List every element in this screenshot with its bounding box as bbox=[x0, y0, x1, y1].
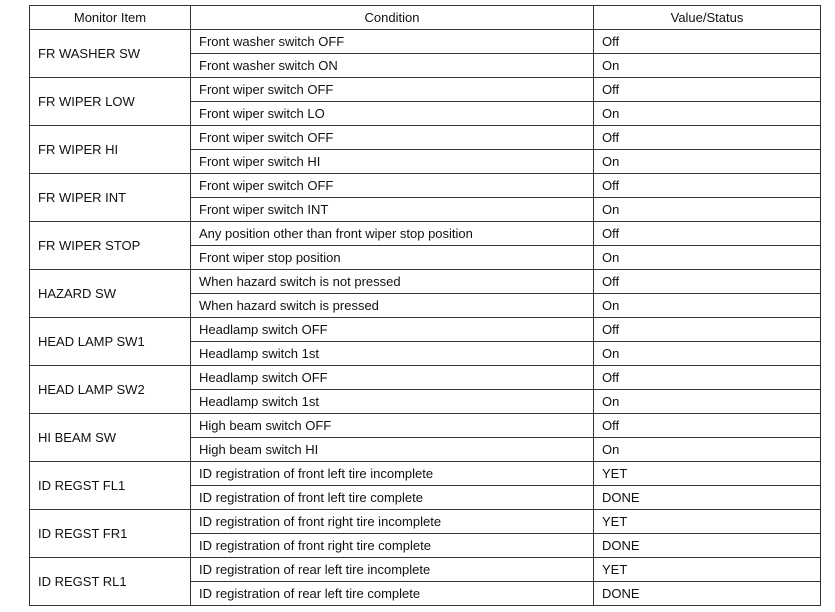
value-status-cell: Off bbox=[594, 414, 821, 438]
monitor-item-cell: HI BEAM SW bbox=[30, 414, 191, 462]
table-header-row bbox=[30, 6, 821, 30]
condition-cell: ID registration of rear left tire complete bbox=[191, 582, 594, 606]
value-status-cell: On bbox=[594, 198, 821, 222]
value-status-cell: YET bbox=[594, 510, 821, 534]
table-row bbox=[30, 462, 821, 486]
condition-cell: Front wiper switch LO bbox=[191, 102, 594, 126]
condition-cell: When hazard switch is not pressed bbox=[191, 270, 594, 294]
condition-cell: Headlamp switch OFF bbox=[191, 318, 594, 342]
condition-cell: Headlamp switch 1st bbox=[191, 342, 594, 366]
table-row bbox=[30, 318, 821, 342]
table-row bbox=[30, 126, 821, 150]
condition-cell: Headlamp switch 1st bbox=[191, 390, 594, 414]
monitor-item-cell: HEAD LAMP SW2 bbox=[30, 366, 191, 414]
monitor-item-cell: FR WIPER INT bbox=[30, 174, 191, 222]
value-status-cell: Off bbox=[594, 270, 821, 294]
condition-cell: When hazard switch is pressed bbox=[191, 294, 594, 318]
monitor-item-table bbox=[29, 5, 821, 606]
monitor-item-cell: FR WASHER SW bbox=[30, 30, 191, 78]
value-status-cell: On bbox=[594, 438, 821, 462]
header-monitor-item: Monitor Item bbox=[30, 6, 191, 30]
table-row bbox=[30, 30, 821, 54]
monitor-item-cell: FR WIPER STOP bbox=[30, 222, 191, 270]
condition-cell: Front wiper stop position bbox=[191, 246, 594, 270]
value-status-cell: On bbox=[594, 150, 821, 174]
condition-cell: Front wiper switch OFF bbox=[191, 174, 594, 198]
monitor-item-cell: ID REGST RL1 bbox=[30, 558, 191, 606]
condition-cell: Front wiper switch INT bbox=[191, 198, 594, 222]
condition-cell: High beam switch HI bbox=[191, 438, 594, 462]
condition-cell: ID registration of rear left tire incomplete bbox=[191, 558, 594, 582]
value-status-cell: DONE bbox=[594, 486, 821, 510]
value-status-cell: On bbox=[594, 294, 821, 318]
monitor-item-cell: HEAD LAMP SW1 bbox=[30, 318, 191, 366]
table-body bbox=[30, 30, 821, 606]
value-status-cell: Off bbox=[594, 318, 821, 342]
table-row bbox=[30, 222, 821, 246]
value-status-cell: Off bbox=[594, 366, 821, 390]
monitor-item-cell: ID REGST FL1 bbox=[30, 462, 191, 510]
table-row bbox=[30, 414, 821, 438]
value-status-cell: DONE bbox=[594, 534, 821, 558]
value-status-cell: DONE bbox=[594, 582, 821, 606]
condition-cell: High beam switch OFF bbox=[191, 414, 594, 438]
value-status-cell: Off bbox=[594, 78, 821, 102]
table-row bbox=[30, 558, 821, 582]
condition-cell: Front wiper switch HI bbox=[191, 150, 594, 174]
value-status-cell: On bbox=[594, 342, 821, 366]
table-row bbox=[30, 174, 821, 198]
table-row bbox=[30, 78, 821, 102]
value-status-cell: Off bbox=[594, 30, 821, 54]
condition-cell: Front washer switch OFF bbox=[191, 30, 594, 54]
header-condition: Condition bbox=[191, 6, 594, 30]
condition-cell: ID registration of front left tire incomplete bbox=[191, 462, 594, 486]
monitor-item-cell: FR WIPER HI bbox=[30, 126, 191, 174]
condition-cell: Front wiper switch OFF bbox=[191, 78, 594, 102]
value-status-cell: Off bbox=[594, 174, 821, 198]
condition-cell: ID registration of front right tire incomplete bbox=[191, 510, 594, 534]
value-status-cell: YET bbox=[594, 462, 821, 486]
table-row bbox=[30, 270, 821, 294]
header-value-status: Value/Status bbox=[594, 6, 821, 30]
value-status-cell: Off bbox=[594, 126, 821, 150]
value-status-cell: On bbox=[594, 246, 821, 270]
value-status-cell: On bbox=[594, 390, 821, 414]
condition-cell: Any position other than front wiper stop position bbox=[191, 222, 594, 246]
monitor-item-cell: HAZARD SW bbox=[30, 270, 191, 318]
value-status-cell: On bbox=[594, 54, 821, 78]
condition-cell: Front washer switch ON bbox=[191, 54, 594, 78]
table-row bbox=[30, 366, 821, 390]
value-status-cell: YET bbox=[594, 558, 821, 582]
monitor-item-cell: ID REGST FR1 bbox=[30, 510, 191, 558]
value-status-cell: On bbox=[594, 102, 821, 126]
condition-cell: ID registration of front left tire complete bbox=[191, 486, 594, 510]
monitor-item-cell: FR WIPER LOW bbox=[30, 78, 191, 126]
condition-cell: Front wiper switch OFF bbox=[191, 126, 594, 150]
condition-cell: ID registration of front right tire complete bbox=[191, 534, 594, 558]
condition-cell: Headlamp switch OFF bbox=[191, 366, 594, 390]
value-status-cell: Off bbox=[594, 222, 821, 246]
table-row bbox=[30, 510, 821, 534]
